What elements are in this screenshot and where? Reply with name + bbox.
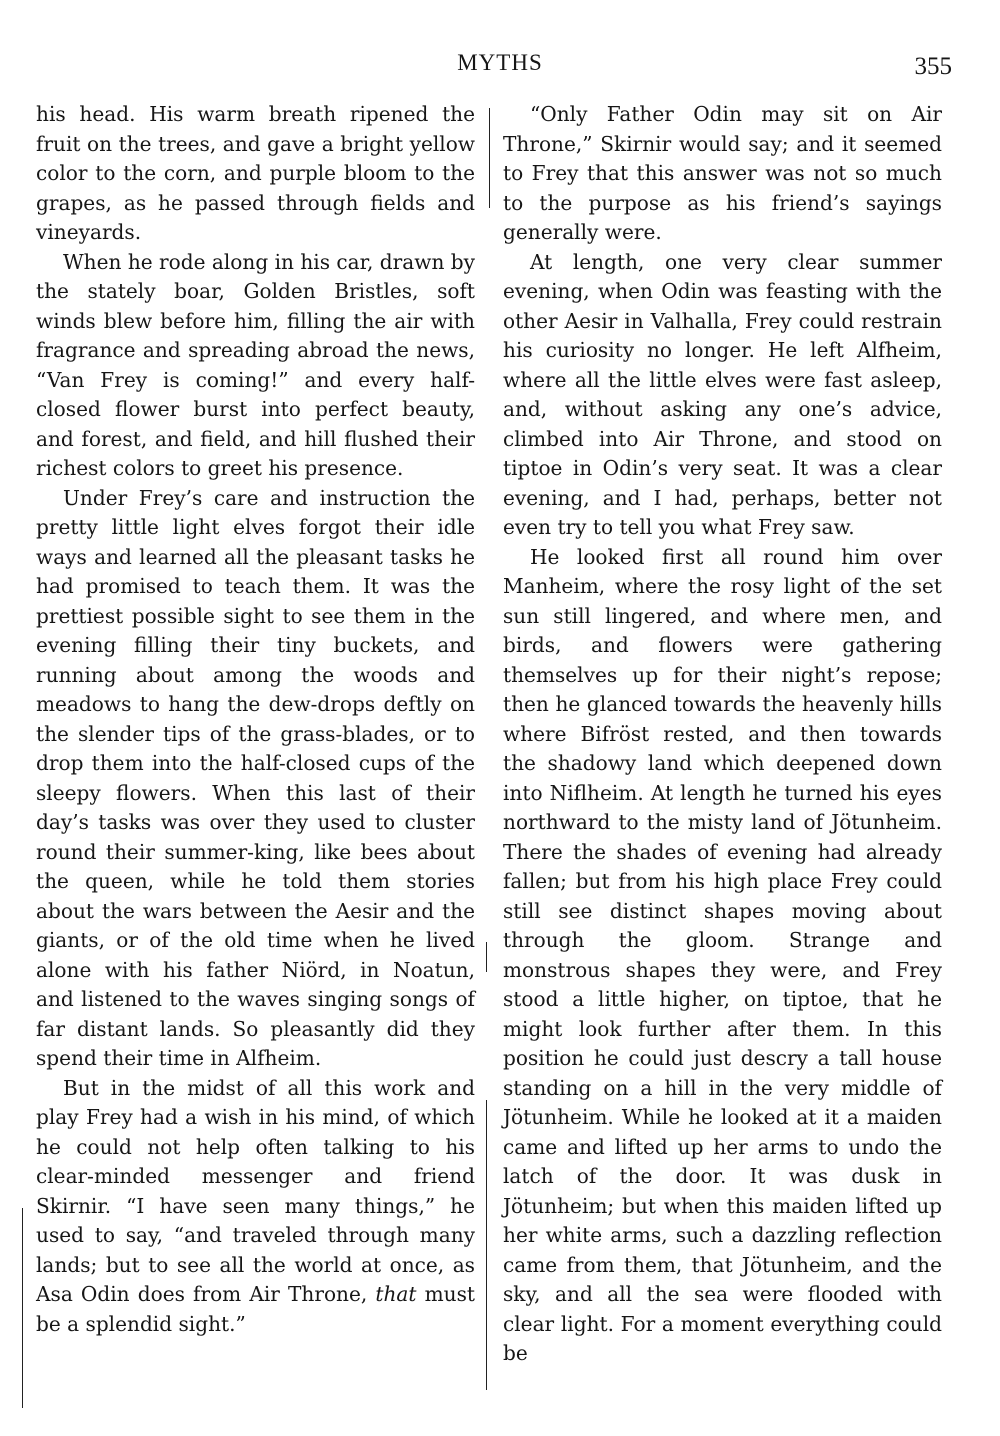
page-number: 355: [914, 53, 952, 80]
left-paragraph-4-text: But in the midst of all this work and play Frey had a wish in his mind, of which he could not help often talking to his clear-minded messenger and friend Skirnir. “I have seen many things,” he used to say, “and traveled through many lands; but to see all the world at once, as Asa Odin does from Air Throne,: [36, 1075, 475, 1306]
column-divider-bottom: [486, 1100, 487, 1390]
left-paragraph-1: his head. His warm breath ripened the fruit on the trees, and gave a bright yellow color to the corn, and purple bloom to the grapes, as he passed through fields and vineyards.: [36, 102, 475, 244]
margin-mark-left: [22, 1208, 23, 1408]
left-paragraph-4-end: must be a splendid sight.”: [36, 1282, 475, 1336]
running-head: MYTHS: [457, 50, 543, 75]
emphasis-that: that: [375, 1282, 417, 1306]
left-paragraph-3: Under Frey’s care and instruction the pretty little light elves forgot their idle ways and learned all the pleasant tasks he had promised to teach them. It was the prettiest possible sight to see them in the evening filling their tiny buckets, and running about among the woods and meadows to hang the dew-drops deftly on the slender tips of the grass-blades, or to drop them into the half-closed cups of the sleepy flowers. When this last of their day’s tasks was over they used to cluster round their summer-king, like bees about the queen, while he told them stories about the wars between the Aesir and the giants, or of the old time when he lived alone with his father Niörd, in Noatun, and listened to the waves singing songs of far distant lands. So pleasantly did they spend their time in Alfheim.: [36, 485, 475, 1070]
left-paragraph-4: [36, 1074, 475, 1340]
left-paragraph-2: When he rode along in his car, drawn by the stately boar, Golden Bristles, soft winds blew before him, filling the air with fragrance and spreading abroad the news, “Van Frey is coming!” and every half-closed flower burst into perfect beauty, and forest, and field, and hill flushed their richest colors to greet his presence.: [36, 249, 475, 480]
column-divider-mid: [486, 942, 487, 972]
page-header: [0, 50, 1000, 80]
right-column: [503, 100, 942, 1369]
left-column: [36, 100, 475, 1339]
right-paragraph-2: At length, one very clear summer evening, when Odin was feasting with the other Aesir in Valhalla, Frey could restrain his curiosity no longer. He left Alfheim, where all the little elves were fast asleep, and, without asking any one’s advice, climbed into Air Throne, and stood on tiptoe in Odin’s very seat. It was a clear evening, and I had, perhaps, better not even try to tell you what Frey saw.: [503, 249, 942, 539]
right-paragraph-1: “Only Father Odin may sit on Air Throne,” Skirnir would say; and it seemed to Frey that this answer was not so much to the purpose as his friend’s sayings generally were.: [503, 102, 942, 244]
right-paragraph-3: He looked first all round him over Manheim, where the rosy light of the set sun still lingered, and where men, and birds, and flowers were gathering themselves up for their night’s repose; then he glanced towards the heavenly hills where Bifröst rested, and then towards the shadowy land which deepened down into Niflheim. At length he turned his eyes northward to the misty land of Jötunheim. There the shades of evening had already fallen; but from his high place Frey could still see distinct shapes moving about through the gloom. Strange and monstrous shapes they were, and Frey stood a little higher, on tiptoe, that he might look further after them. In this position he could just descry a tall house standing on a hill in the very middle of Jötunheim. While he looked at it a maiden came and lifted up her arms to undo the latch of the door. It was dusk in Jötunheim; but when this maiden lifted up her white arms, such a dazzling reflection came from them, that Jötunheim, and the sky, and all the sea were flooded with clear light. For a moment everything could be: [503, 544, 942, 1365]
column-divider-top: [489, 108, 490, 208]
